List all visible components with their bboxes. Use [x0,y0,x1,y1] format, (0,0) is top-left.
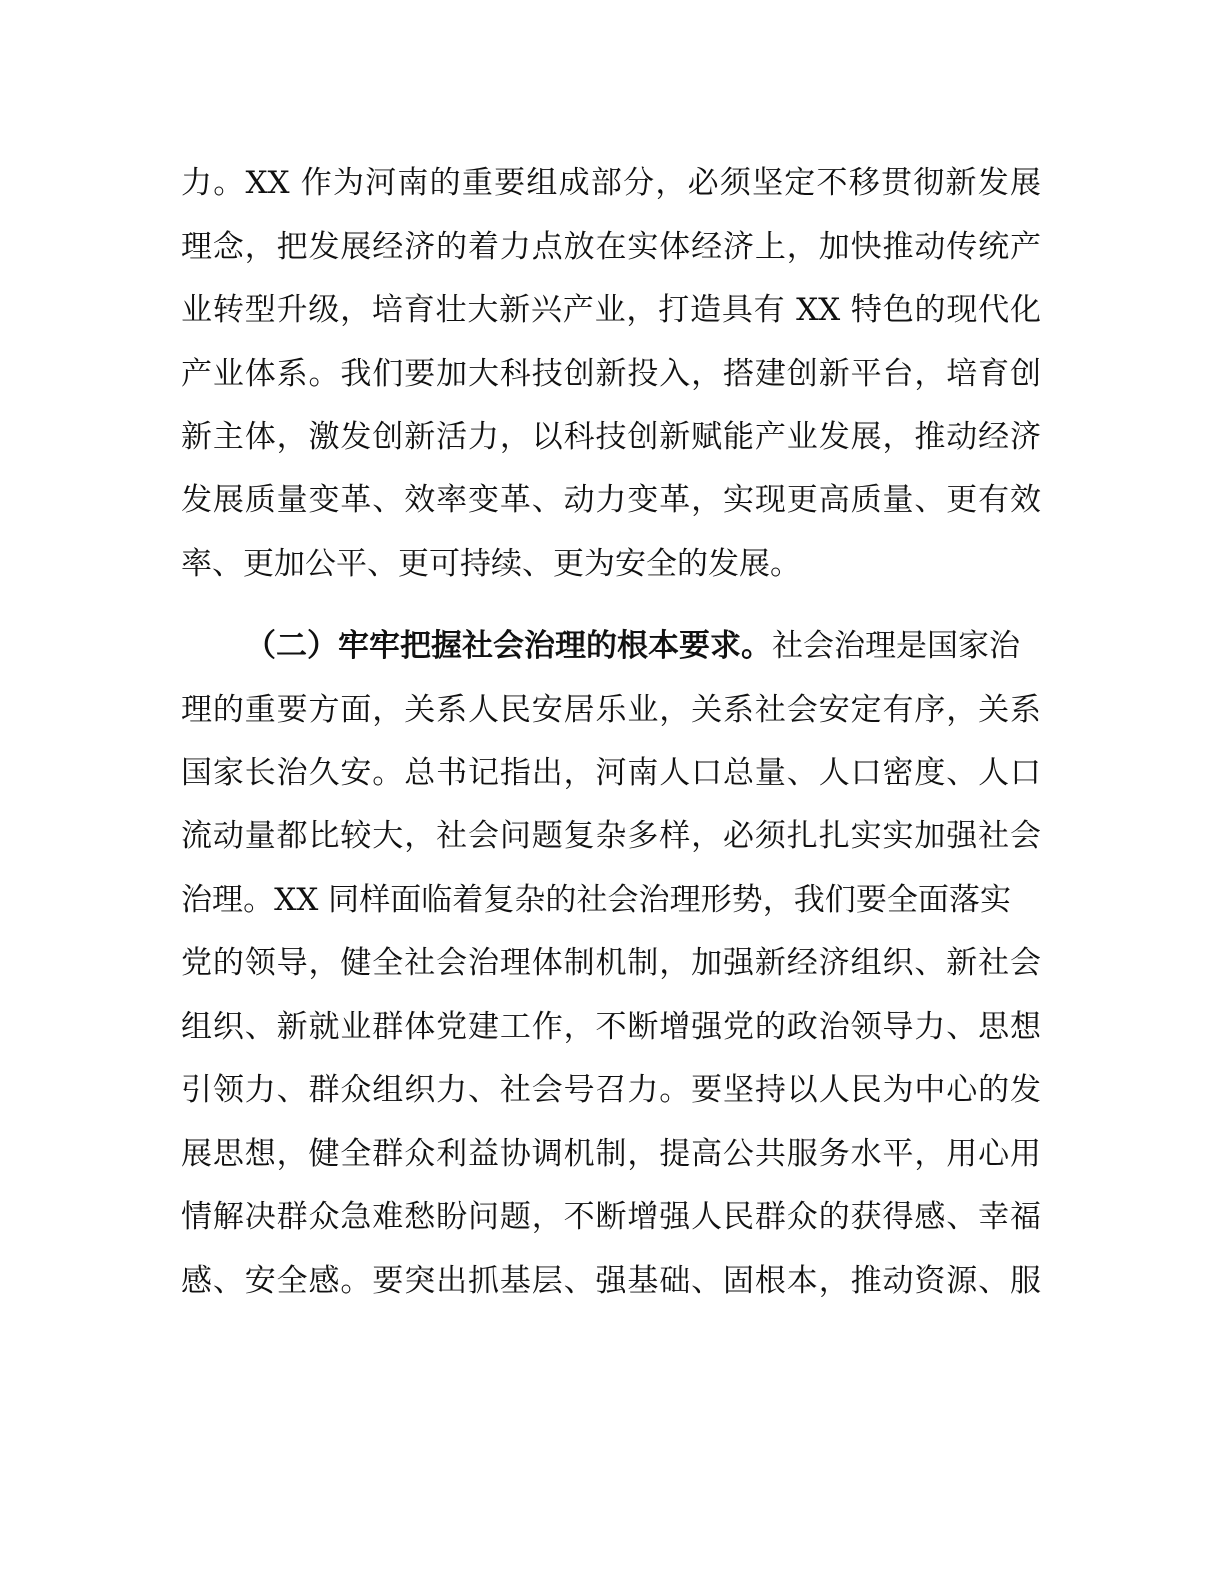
paragraph-2-line-1-text: 社会治理是国家治 [772,628,1020,664]
paragraph-2-line-8: 引领力、群众组织力、社会号召力。要坚持以人民为中心的发 [181,1072,1041,1108]
paragraph-2-line-5: 治理。XX 同样面临着复杂的社会治理形势，我们要全面落实 [181,882,1011,918]
paragraph-2-line-3: 国家长治久安。总书记指出，河南人口总量、人口密度、人口 [181,755,1041,791]
paragraph-2-line-10: 情解决群众急难愁盼问题，不断增强人民群众的获得感、幸福 [181,1199,1041,1235]
paragraph-1-line-7: 率、更加公平、更可持续、更为安全的发展。 [181,546,801,582]
paragraph-1-line-6: 发展质量变革、效率变革、动力变革，实现更高质量、更有效 [181,482,1041,518]
paragraph-2-line-1 [245,626,1041,666]
paragraph-1-line-2: 理念，把发展经济的着力点放在实体经济上，加快推动传统产 [181,229,1041,265]
paragraph-2-line-9: 展思想，健全群众利益协调机制，提高公共服务水平，用心用 [181,1136,1041,1172]
paragraph-1-line-3: 业转型升级，培育壮大新兴产业，打造具有 XX 特色的现代化 [181,292,1041,328]
paragraph-1-line-1: 力。XX 作为河南的重要组成部分，必须坚定不移贯彻新发展 [181,165,1041,201]
paragraph-2-line-2: 理的重要方面，关系人民安居乐业，关系社会安定有序，关系 [181,692,1041,728]
paragraph-2-line-4: 流动量都比较大，社会问题复杂多样，必须扎扎实实加强社会 [181,818,1041,854]
section-heading: （二）牢牢把握社会治理的根本要求。 [245,628,772,664]
paragraph-2-line-6: 党的领导，健全社会治理体制机制，加强新经济组织、新社会 [181,945,1041,981]
paragraph-2-line-11: 感、安全感。要突出抓基层、强基础、固根本，推动资源、服 [181,1263,1041,1299]
paragraph-1-line-5: 新主体，激发创新活力，以科技创新赋能产业发展，推动经济 [181,419,1041,455]
paragraph-1-line-4: 产业体系。我们要加大科技创新投入，搭建创新平台，培育创 [181,356,1041,392]
paragraph-2-line-7: 组织、新就业群体党建工作，不断增强党的政治领导力、思想 [181,1009,1041,1045]
